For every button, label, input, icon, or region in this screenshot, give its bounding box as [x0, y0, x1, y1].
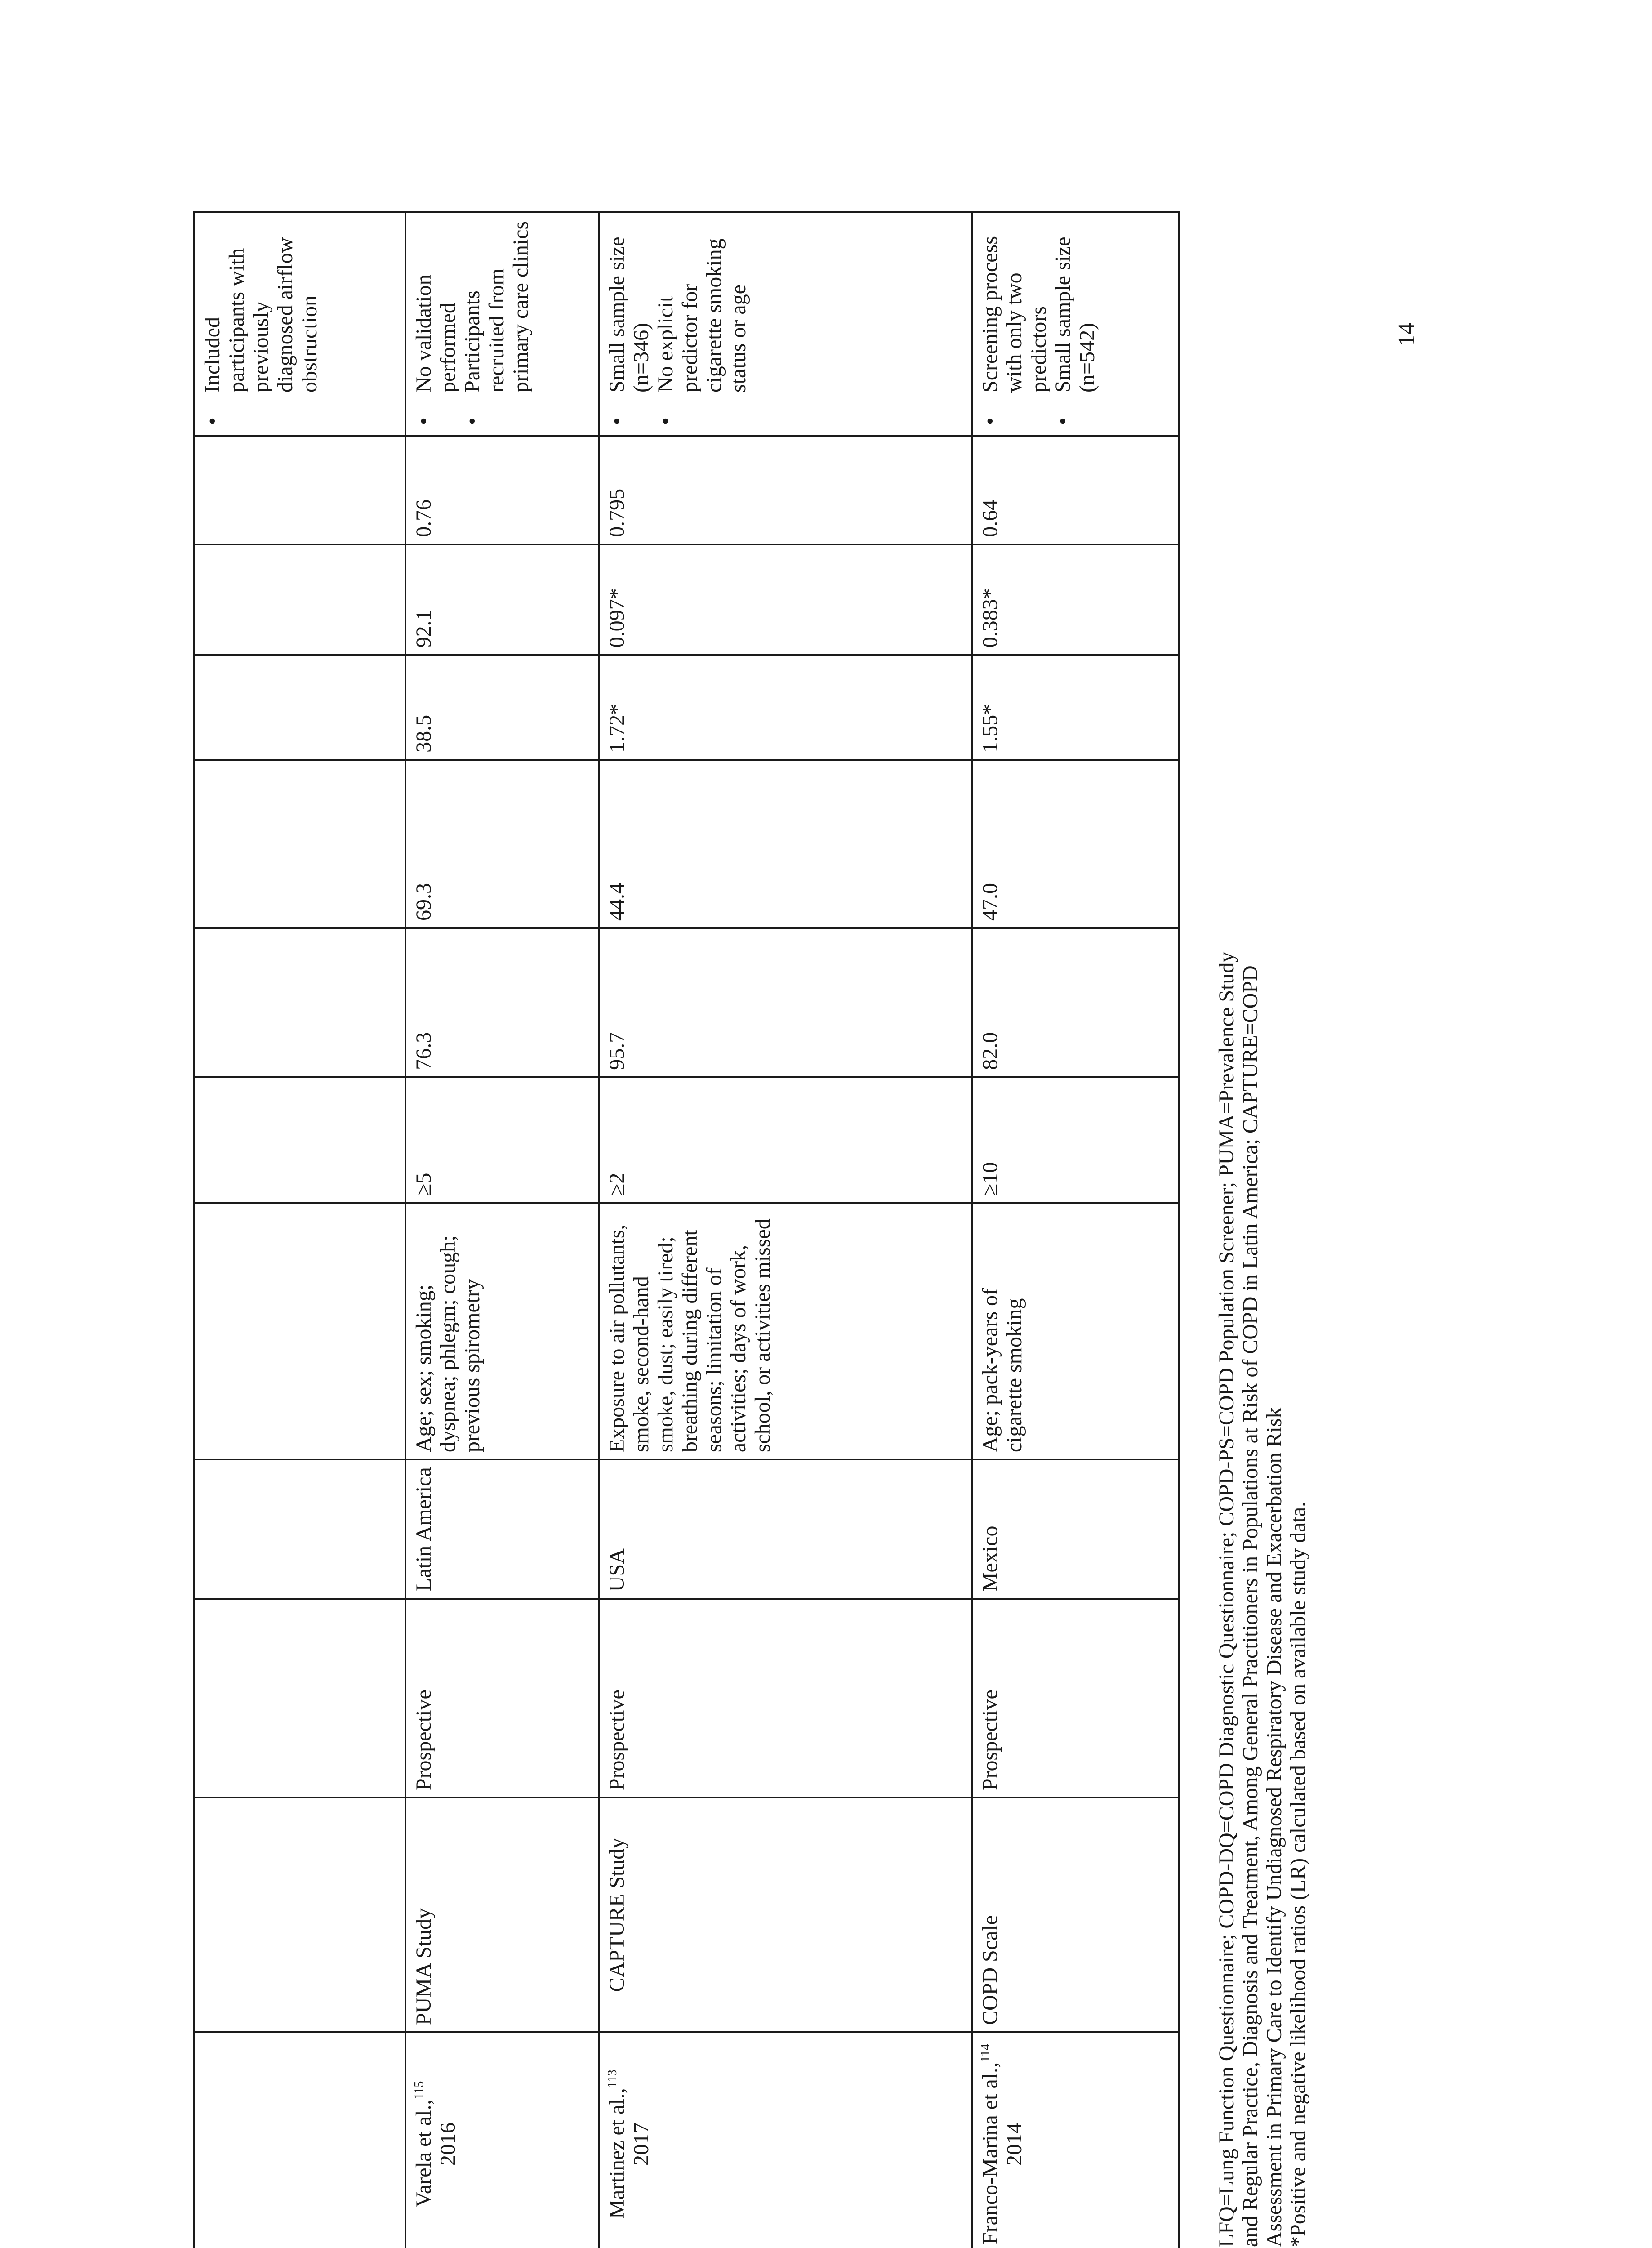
- limitation-item: • Small sample size (n=542): [1051, 219, 1100, 428]
- auc-cell: 0.64: [972, 436, 1179, 544]
- predictors-cell: Exposure to air pollutants, smoke, second-hand smoke, dust; easily tired; breathing during different seasons; limitation of activities; days of work, school, or activities missed: [599, 1203, 972, 1459]
- reference-number: 114: [979, 2043, 993, 2062]
- table-footnotes: [1215, 224, 1310, 2247]
- empty-cell: [194, 1798, 405, 2032]
- limitation-item: • Included participants with previously diagnosed airflow obstruction: [200, 219, 322, 428]
- country-cell: Latin America: [405, 1459, 599, 1599]
- empty-cell: [194, 928, 405, 1077]
- limitations-cell: [599, 212, 972, 436]
- limitation-item: • No explicit predictor for cigarette smoking status or age: [654, 219, 751, 428]
- author-text: Varela et al.,: [412, 2099, 436, 2208]
- positive-lr-cell: 1.55*: [972, 655, 1179, 759]
- reference-number: 113: [606, 2070, 619, 2088]
- empty-cell: [194, 1077, 405, 1203]
- sensitivity-cell: 82.0: [972, 928, 1179, 1077]
- year-text: 2016: [436, 2123, 460, 2166]
- design-cell: Prospective: [972, 1599, 1179, 1798]
- auc-cell: 0.795: [599, 436, 972, 544]
- positive-lr-cell: 1.72*: [599, 655, 972, 759]
- limitations-cell: [972, 212, 1179, 436]
- empty-cell: [194, 436, 405, 544]
- specificity-cell: 47.0: [972, 760, 1179, 928]
- limitations-list: [200, 219, 322, 428]
- empty-cell: [194, 1203, 405, 1459]
- table-row: [972, 212, 1179, 2248]
- rotated-landscape-content: [193, 211, 1310, 2248]
- author-text: Martinez et al.,: [605, 2088, 629, 2219]
- limitations-list: [978, 219, 1100, 428]
- specificity-cell: 69.3: [405, 760, 599, 928]
- instrument-cell: COPD Scale: [972, 1798, 1179, 2032]
- year-text: 2017: [629, 2123, 653, 2166]
- country-cell: USA: [599, 1459, 972, 1599]
- author-cell: [599, 2032, 972, 2248]
- empty-cell: [194, 544, 405, 655]
- author-cell: [972, 2032, 1179, 2248]
- limitation-item: • Small sample size (n=346): [605, 219, 654, 428]
- limitations-list: [605, 219, 751, 428]
- study-table: [193, 211, 1180, 2248]
- reference-number: 115: [412, 2081, 426, 2100]
- empty-cell: [194, 1459, 405, 1599]
- sensitivity-cell: 95.7: [599, 928, 972, 1077]
- author-text: Franco-Marina et al.,: [978, 2062, 1002, 2245]
- instrument-cell: PUMA Study: [405, 1798, 599, 2032]
- design-cell: Prospective: [599, 1599, 972, 1798]
- cutoff-cell: ≥10: [972, 1077, 1179, 1203]
- empty-cell: [194, 2032, 405, 2248]
- footnote-line: LFQ=Lung Function Questionnaire; COPD-DQ=COPD Diagnostic Questionnaire; COPD-PS=COPD Population Screener; PUMA=Prevalence Study: [1215, 951, 1238, 2247]
- empty-cell: [194, 1599, 405, 1798]
- negative-lr-cell: 0.097*: [599, 544, 972, 655]
- table-row: [599, 212, 972, 2248]
- year-text: 2014: [1002, 2123, 1026, 2166]
- footnote-line: Assessment in Primary Care to Identify Undiagnosed Respiratory Disease and Exacerbation Risk: [1262, 1407, 1286, 2247]
- cutoff-cell: ≥2: [599, 1077, 972, 1203]
- specificity-cell: 44.4: [599, 760, 972, 928]
- footnote-line: *Positive and negative likelihood ratios (LR) calculated based on available study data.: [1286, 1501, 1310, 2247]
- sensitivity-cell: 76.3: [405, 928, 599, 1077]
- auc-cell: 0.76: [405, 436, 599, 544]
- table-row-continued: [194, 212, 405, 2248]
- table-row: [405, 212, 599, 2248]
- negative-lr-cell: 92.1: [405, 544, 599, 655]
- country-cell: Mexico: [972, 1459, 1179, 1599]
- cutoff-cell: ≥5: [405, 1077, 599, 1203]
- author-cell: [405, 2032, 599, 2248]
- page-number: 14: [1394, 323, 1420, 346]
- predictors-cell: Age; pack-years of cigarette smoking: [972, 1203, 1179, 1459]
- design-cell: Prospective: [405, 1599, 599, 1798]
- footnote-line: and Regular Practice, Diagnosis and Treatment, Among General Practitioners in Populations at Risk of COPD in Latin America; CAPTURE=COPD: [1238, 965, 1262, 2247]
- positive-lr-cell: 38.5: [405, 655, 599, 759]
- limitations-list: [412, 219, 533, 428]
- instrument-cell: CAPTURE Study: [599, 1798, 972, 2032]
- limitations-cell: [405, 212, 599, 436]
- limitation-item: • Participants recruited from primary care clinics: [460, 219, 533, 428]
- limitation-item: • No validation performed: [412, 219, 460, 428]
- limitation-item: • Screening process with only two predictors: [978, 219, 1051, 428]
- negative-lr-cell: 0.383*: [972, 544, 1179, 655]
- empty-cell: [194, 655, 405, 759]
- limitations-cell: [194, 212, 405, 436]
- predictors-cell: Age; sex; smoking; dyspnea; phlegm; cough; previous spirometry: [405, 1203, 599, 1459]
- empty-cell: [194, 760, 405, 928]
